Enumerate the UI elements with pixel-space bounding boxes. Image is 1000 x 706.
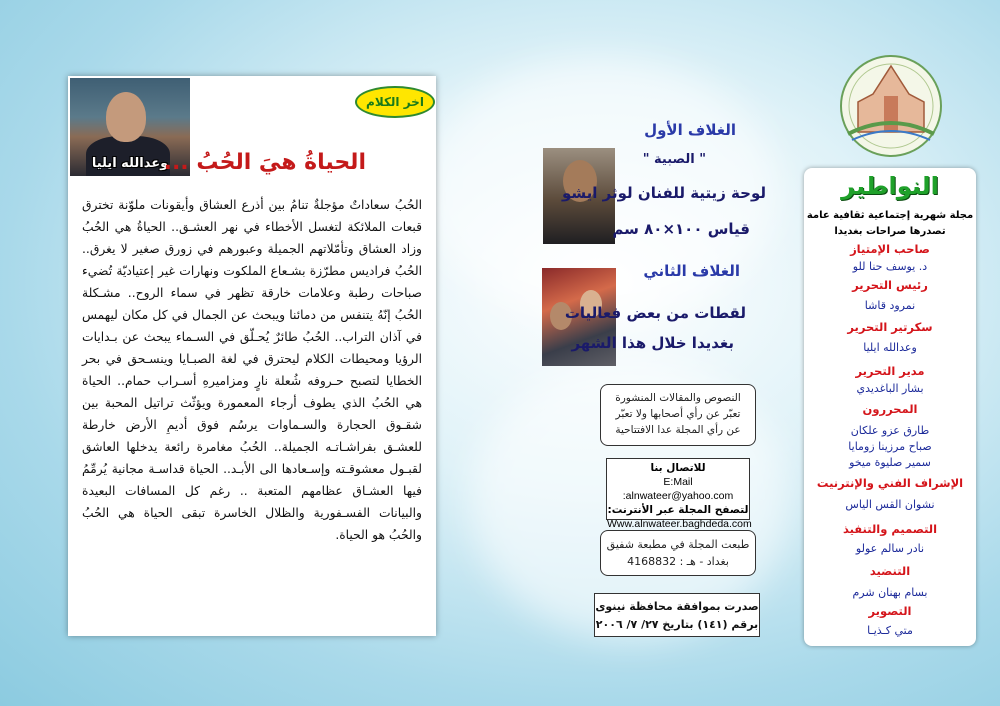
- staff-name: صباح مرزينا زومايا: [848, 440, 932, 453]
- staff-role: التصوير: [868, 604, 912, 618]
- cover2-heading: الغلاف الثاني: [643, 262, 740, 280]
- cover2-line2: بغديدا خلال هذا الشهر: [571, 334, 734, 352]
- staff-role: التصميم والتنفيذ: [842, 522, 938, 536]
- disclaimer-line: تعبّر عن رأي أصحابها ولا تعبّر: [615, 408, 741, 420]
- staff-role: سكرتير التحرير: [847, 320, 933, 334]
- staff-name: طارق عزو علكان: [850, 424, 930, 437]
- staff-role: مدير التحرير: [855, 364, 925, 378]
- magazine-title: النواطير: [841, 172, 939, 200]
- staff-name: بسام بهنان شرم: [852, 586, 928, 599]
- cover1-title: " الصبية ": [642, 152, 706, 167]
- contact-web-label: لتصفح المجلة عبر الأنترنت:: [607, 504, 749, 516]
- magazine-logo: [818, 52, 964, 160]
- cover1-description: لوحة زيتية للفنان لوثر ايشو: [562, 184, 766, 202]
- author-caption: وعدالله ايليا: [91, 156, 169, 171]
- cover1-size: قياس ١٠٠×٨٠ سم: [612, 220, 750, 238]
- article-body: الحُبُ سعاداتٌ مؤجلةٌ تنامُ بين أذرع العشاق وأيقونات ملوّنة تخترق قبعات الملائكة لتغسل الأخطاء في نهر العشـق.. الحياةُ هي الحُبُ وزاد العشاق وتأمّلاتهم الجميلة وعبورهم في زورق صغير لا يغرق.. الحُبُ فراديس مطرّزة بشـعاع الملكوت ونهارات غير إعتياديّة تُضيء صباحات رطبة وعلامات خارقة تظهر في سماء الروح.. مشـكلة الحُبُ إنّهُ يتنفس من دمائنا ويبحث عن الجمال في كل مكان ليهمس في آذان التراب.. الحُبُ طائرٌ يُحـلّق في السـماء يبحث عن بـدايات الرؤيا ومحيطات الكلام ليحترق في لغة الصبـايا وينسـحق في بحر الخطايا لتصبح حـروفه شُعلة نارٍ ومزاميرهِ أسـراب حمام.. الحياة هي الحُبُ الذي يطوف أرجاء المعمورة ويؤثّث تراتيل المحبة بين شقـوق الحجارة والسـماوات يرسُم فوق أديمِ الأرض خارطة للعشـق بفراشـاتـه الجميلة.. الحُبُ مغامرة رائعة يدخلها العاشق لقبـول معشوقـته وإسـعادها الى الأبـد.. الحياة قداسـة مجانية يُرمِّمُ فيها العشـاق عظامهم المتعبة .. رغم كل المسافات البعيدة والبيانات الفسـفورية والظلال الخاسرة تبقى الحياة هي الحُبُ والحُبُ هو الحياة.: [82, 198, 422, 542]
- staff-role: الإشراف الفني والإنترنيت: [816, 476, 964, 490]
- printer-line: طبعت المجلة في مطبعة شفيق: [606, 538, 750, 551]
- license-number: برقم (١٤١) بتاريخ ٢٧/ ٧/ ٢٠٠٦: [595, 618, 759, 631]
- cover2-line1: لقطات من بعض فعاليات: [564, 304, 746, 322]
- contact-box: [606, 458, 752, 530]
- staff-name: نادر سالم عولو: [855, 542, 925, 555]
- staff-role: التنضيد: [869, 564, 911, 578]
- staff-name: نشوان القس الياس: [845, 498, 935, 511]
- staff-name: وعدالله ايليا: [863, 341, 917, 354]
- masthead-panel: [804, 168, 976, 646]
- magazine-subtitle: مجلة شهرية إجتماعية ثقافية عامة: [806, 210, 974, 221]
- disclaimer-line: النصوص والمقالات المنشورة: [615, 392, 741, 404]
- printer-box: [600, 530, 756, 576]
- staff-name: متي كـذيـا: [867, 624, 913, 637]
- staff-role: المحررون: [862, 402, 918, 416]
- staff-name: د. يوسف حنا للو: [852, 260, 928, 273]
- disclaimer-line: عن رأي المجلة عدا الافتتاحية: [615, 424, 741, 436]
- license-line: صدرت بموافقة محافظة نينوى: [595, 600, 759, 613]
- contact-heading: للاتصال بنا: [650, 462, 706, 474]
- staff-name: نمرود قاشا: [864, 299, 916, 312]
- staff-role: صاحب الإمتياز: [850, 242, 930, 256]
- license-box: [594, 593, 760, 637]
- section-badge: اخر الكلام: [355, 86, 435, 118]
- article-panel: [68, 76, 436, 636]
- contact-email[interactable]: E:Mail :alnwateer@yahoo.com: [622, 476, 734, 502]
- magazine-publisher: تصدرها صراحات بغديدا: [834, 226, 946, 237]
- staff-name: بشار الباغديدي: [856, 382, 924, 395]
- disclaimer-box: [600, 384, 756, 446]
- contact-website[interactable]: Www.alnwateer.baghdeda.com: [607, 518, 752, 530]
- printer-phone: بغداد - هـ : 4168832: [627, 555, 729, 568]
- cover1-heading: الغلاف الأول: [644, 121, 736, 139]
- article-title: الحياةُ هيَ الحُبُ ...: [163, 150, 366, 175]
- staff-role: رئيس التحرير: [852, 278, 928, 292]
- staff-name: سمير صليوة ميخو: [849, 456, 931, 469]
